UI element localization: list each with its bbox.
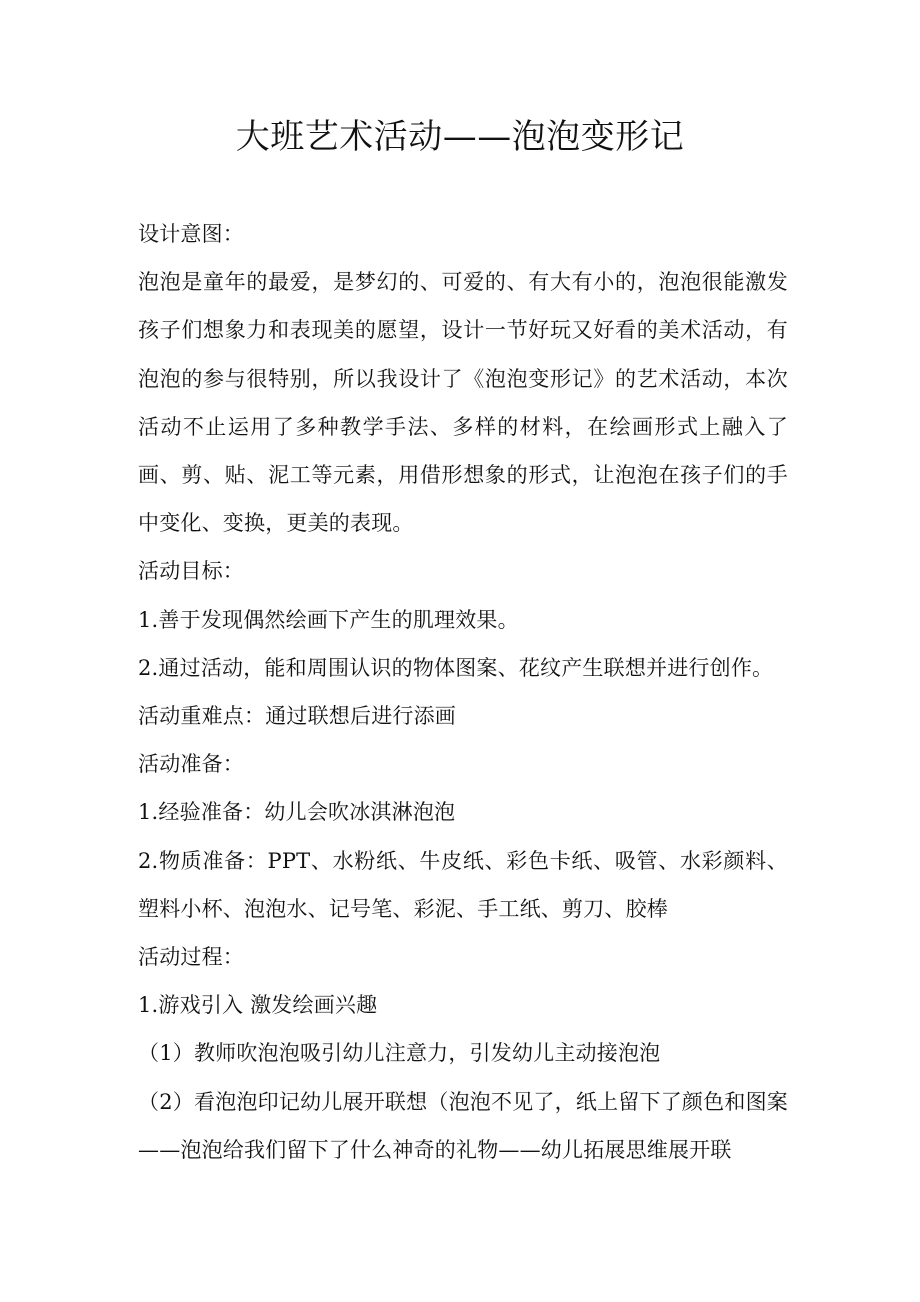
document-title: 大班艺术活动——泡泡变形记	[235, 117, 685, 157]
goal-item: 1.善于发现偶然绘画下产生的肌理效果。	[138, 607, 519, 632]
preparation-heading: 活动准备：	[138, 752, 244, 777]
design-intent-paragraph: 泡泡是童年的最爱，是梦幻的、可爱的、有大有小的，泡泡很能激发孩子们想象力和表现美的愿望，设计一节好玩又好看的美术活动，有泡泡的参与很特别，所以我设计了《泡泡变形记》的艺术活动，本次活动不止运用了多种教学手法、多样的材料，在绘画形式上融入了画、剪、贴、泥工等元素，用借形想象的形式，让泡泡在孩子们的手中变化、变换，更美的表现。	[138, 270, 788, 536]
process-item: 1.游戏引入 激发绘画兴趣	[138, 993, 378, 1018]
document-body	[138, 210, 788, 1174]
process-item: （2）看泡泡印记幼儿展开联想（泡泡不见了，纸上留下了颜色和图案——泡泡给我们留下了什么神奇的礼物——幼儿拓展思维展开联	[138, 1089, 788, 1162]
goals-heading: 活动目标：	[138, 559, 244, 584]
design-intent-heading: 设计意图：	[138, 222, 244, 246]
key-points-line: 活动重难点：通过联想后进行添画	[138, 704, 456, 729]
preparation-item: 1.经验准备：幼儿会吹冰淇淋泡泡	[138, 800, 456, 825]
goal-item: 2.通过活动，能和周围认识的物体图案、花纹产生联想并进行创作。	[138, 655, 774, 680]
process-item: （1）教师吹泡泡吸引幼儿注意力，引发幼儿主动接泡泡	[138, 1041, 661, 1066]
preparation-item: 2.物质准备：PPT、水粉纸、牛皮纸、彩色卡纸、吸管、水彩颜料、塑料小杯、泡泡水、记号笔、彩泥、手工纸、剪刀、胶棒	[138, 848, 788, 921]
process-heading: 活动过程：	[138, 945, 244, 970]
